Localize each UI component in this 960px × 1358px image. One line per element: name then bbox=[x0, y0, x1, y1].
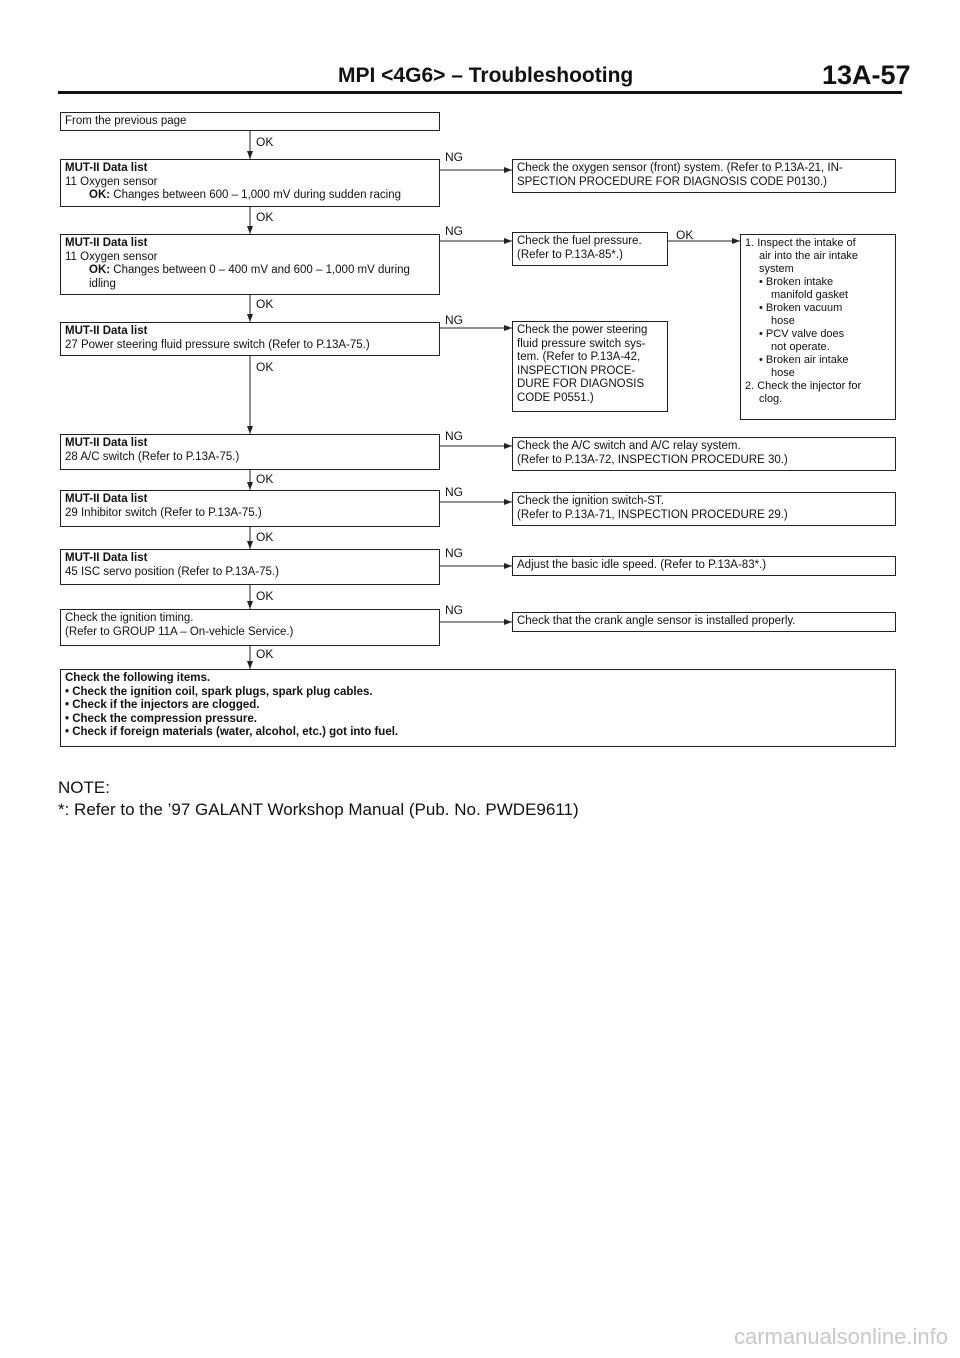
step-4-line: 28 A/C switch (Refer to P.13A-75.) bbox=[65, 450, 240, 463]
step-2-ng-line2: (Refer to P.13A-85*.) bbox=[517, 248, 623, 261]
step-2-line: 11 Oxygen sensor bbox=[65, 250, 158, 263]
step-7-line2: (Refer to GROUP 11A – On-vehicle Service.) bbox=[65, 625, 294, 638]
ok-label-7: OK bbox=[256, 589, 274, 603]
ng-label-2: NG bbox=[445, 224, 463, 238]
ng-label-3: NG bbox=[445, 313, 463, 327]
step-6-line: 45 ISC servo position (Refer to P.13A-75.) bbox=[65, 565, 279, 578]
step-3-title: MUT-II Data list bbox=[65, 325, 148, 337]
step-1-title: MUT-II Data list bbox=[65, 162, 148, 174]
ok-label-1: OK bbox=[256, 135, 274, 149]
step-1-ng-box bbox=[512, 159, 896, 193]
step-1-ng-line1: Check the oxygen sensor (front) system. (Refer to P.13A-21, IN- bbox=[517, 162, 843, 174]
step-1-line: 11 Oxygen sensor bbox=[65, 175, 158, 188]
step-2-box bbox=[60, 234, 440, 295]
ng-label-1: NG bbox=[445, 150, 463, 164]
ok-label-2: OK bbox=[256, 210, 274, 224]
intake-item-4: • PCV valve does bbox=[759, 328, 845, 340]
intake-item-5b: hose bbox=[771, 367, 795, 379]
intake-inspection-box bbox=[740, 234, 896, 420]
intake-item-1c: system bbox=[759, 263, 794, 275]
intake-item-5: • Broken air intake bbox=[759, 354, 849, 366]
step-5-line: 29 Inhibitor switch (Refer to P.13A-75.) bbox=[65, 506, 262, 519]
intake-item-2: • Broken intake bbox=[759, 276, 834, 288]
page-number: 13A-57 bbox=[822, 60, 911, 90]
final-item-3: • Check the compression pressure. bbox=[65, 712, 257, 725]
ok-label-5: OK bbox=[256, 472, 274, 486]
step-5-ng-line1: Check the ignition switch-ST. bbox=[517, 495, 665, 507]
final-item-2: • Check if the injectors are clogged. bbox=[65, 699, 260, 711]
step-2-ok-label: OK: bbox=[89, 264, 111, 276]
footer-watermark: carmanualsonline.info bbox=[733, 1324, 948, 1349]
intake-item-3: • Broken vacuum bbox=[759, 302, 843, 314]
step-4-box bbox=[60, 434, 440, 470]
step-4-ng-box bbox=[512, 437, 896, 471]
step-5-box bbox=[60, 490, 440, 527]
step-7-ng-box bbox=[512, 612, 896, 632]
step-1-ok-text: Changes between 600 – 1,000 mV during sudden racing bbox=[113, 189, 401, 201]
step-2-ok-text2: idling bbox=[89, 277, 116, 290]
note-text: *: Refer to the ’97 GALANT Workshop Manual (Pub. No. PWDE9611) bbox=[58, 800, 579, 819]
start-text: From the previous page bbox=[65, 115, 187, 127]
step-2-ng-line1: Check the fuel pressure. bbox=[517, 235, 642, 247]
step-6-title: MUT-II Data list bbox=[65, 552, 148, 564]
ng-label-6: NG bbox=[445, 546, 463, 560]
step-3-ng-l4: INSPECTION PROCE- bbox=[517, 364, 636, 377]
intake-item-1: 1. Inspect the intake of bbox=[745, 237, 856, 249]
final-check-box bbox=[60, 669, 896, 747]
page-title: MPI <4G6> – Troubleshooting bbox=[338, 64, 634, 87]
ng-label-7: NG bbox=[445, 603, 463, 617]
step-7-ng-line1: Check that the crank angle sensor is installed properly. bbox=[517, 615, 796, 627]
step-5-ng-line2: (Refer to P.13A-71, INSPECTION PROCEDURE 29.) bbox=[517, 508, 788, 521]
step-4-ng-line2: (Refer to P.13A-72, INSPECTION PROCEDURE 30.) bbox=[517, 453, 788, 466]
intake-item-4b: not operate. bbox=[771, 341, 830, 353]
step-3-ng-box bbox=[512, 321, 668, 412]
step-4-title: MUT-II Data list bbox=[65, 437, 148, 449]
step-7-line1: Check the ignition timing. bbox=[65, 612, 194, 624]
final-item-4: • Check if foreign materials (water, alcohol, etc.) got into fuel. bbox=[65, 726, 399, 738]
note-heading: NOTE: bbox=[58, 778, 110, 797]
step-2-ok-text: Changes between 0 – 400 mV and 600 – 1,000 mV during bbox=[113, 264, 410, 276]
step-3-ng-l1: Check the power steering bbox=[517, 324, 648, 336]
step-5-title: MUT-II Data list bbox=[65, 493, 148, 505]
final-title: Check the following items. bbox=[65, 672, 211, 684]
step-3-box bbox=[60, 322, 440, 356]
step-3-ng-l3: tem. (Refer to P.13A-42, bbox=[517, 351, 641, 363]
intake-item-2b: manifold gasket bbox=[771, 289, 849, 301]
step-1-ng-line2: SPECTION PROCEDURE FOR DIAGNOSIS CODE P0130.) bbox=[517, 175, 827, 188]
step-2-title: MUT-II Data list bbox=[65, 237, 148, 249]
step-3-ng-l2: fluid pressure switch sys- bbox=[517, 337, 646, 350]
step-1-ok-label: OK: bbox=[89, 189, 111, 201]
ok-label-3: OK bbox=[256, 297, 274, 311]
step-7-box bbox=[60, 609, 440, 646]
step-6-box bbox=[60, 549, 440, 585]
ok-label-fuel: OK bbox=[676, 228, 694, 242]
step-2-ng-box bbox=[512, 232, 668, 266]
ok-label-4: OK bbox=[256, 360, 274, 374]
step-4-ng-line1: Check the A/C switch and A/C relay system. bbox=[517, 440, 741, 452]
ng-label-5: NG bbox=[445, 485, 463, 499]
intake-item-3b: hose bbox=[771, 315, 795, 327]
step-5-ng-box bbox=[512, 492, 896, 526]
start-box bbox=[60, 112, 440, 131]
intake-item-6: 2. Check the injector for bbox=[745, 380, 862, 392]
step-6-ng-box bbox=[512, 556, 896, 576]
step-6-ng-line1: Adjust the basic idle speed. (Refer to P.13A-83*.) bbox=[517, 559, 767, 571]
ok-label-8: OK bbox=[256, 647, 274, 661]
final-item-1: • Check the ignition coil, spark plugs, spark plug cables. bbox=[65, 685, 373, 698]
ng-label-4: NG bbox=[445, 429, 463, 443]
ok-label-6: OK bbox=[256, 530, 274, 544]
intake-item-1b: air into the air intake bbox=[759, 250, 859, 262]
step-3-ng-l6: CODE P0551.) bbox=[517, 391, 594, 404]
step-1-box bbox=[60, 159, 440, 207]
step-3-line: 27 Power steering fluid pressure switch (Refer to P.13A-75.) bbox=[65, 338, 370, 351]
step-3-ng-l5: DURE FOR DIAGNOSIS bbox=[517, 378, 645, 390]
intake-item-6b: clog. bbox=[759, 393, 783, 405]
